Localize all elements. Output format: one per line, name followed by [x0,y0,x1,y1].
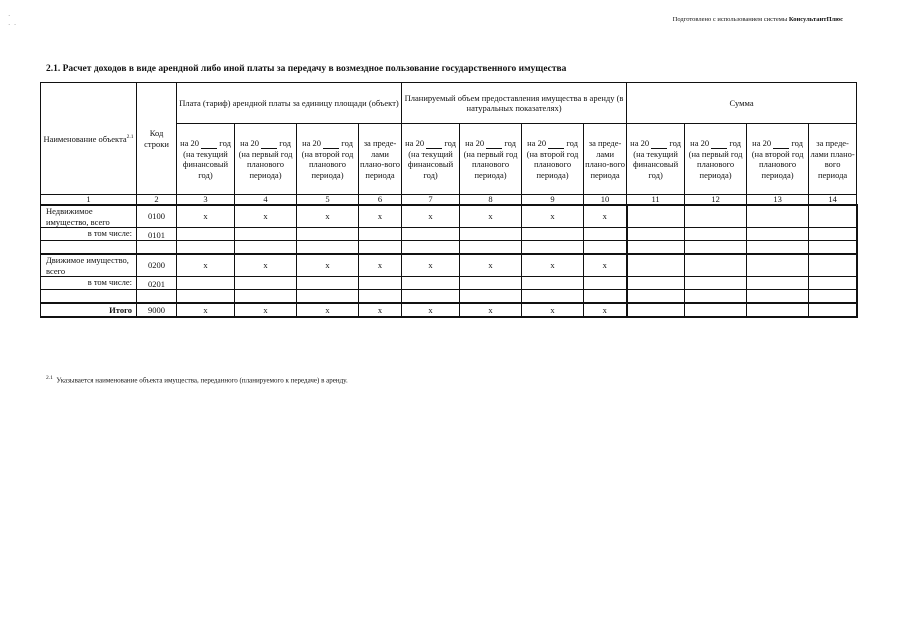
period-first-header: на 20 год (на первый год планового периода) [235,124,297,195]
row-code: 0201 [137,277,177,290]
col-number: 14 [809,195,857,206]
col-number: 8 [460,195,522,206]
row-label-movable: Движимое имущество, всего [41,254,137,277]
col-number: 5 [297,195,359,206]
cell-x: x [177,303,235,317]
cell-x: x [584,254,627,277]
cell-x: x [402,205,460,228]
cell-empty [685,205,747,228]
row-label-real-estate: Недвижимое имущество, всего [41,205,137,228]
col-number: 1 [41,195,137,206]
period-first-header: на 20 год (на первый год планового периода) [460,124,522,195]
period-second-header: на 20 год (на второй год планового периода) [297,124,359,195]
cell-x: x [584,303,627,317]
period-second-header: на 20 год (на второй год планового периода) [747,124,809,195]
footnote-mark: 2.1 [46,375,53,381]
cell-x: x [460,303,522,317]
cell-x: x [522,254,584,277]
col-number: 12 [685,195,747,206]
header-row-groups [41,83,857,124]
row-code: 0200 [137,254,177,277]
row-label-total: Итого [41,303,137,317]
rental-income-table [40,82,858,318]
cell-x: x [177,205,235,228]
cell-x: x [235,205,297,228]
cell-x: x [402,254,460,277]
cell-empty [809,205,857,228]
row-label-including: в том числе: [41,277,137,290]
cell-x: x [297,303,359,317]
row-label-including: в том числе: [41,228,137,241]
cell-x: x [177,254,235,277]
footnote-text: Указывается наименование объекта имущества, переданного (планируемого к передаче) в аренду. [56,376,348,385]
row-code: 0100 [137,205,177,228]
table-row-total [41,303,857,317]
group-tariff-header: Плата (тариф) арендной платы за единицу площади (объект) [177,83,402,124]
cell-x: x [297,205,359,228]
cell-x: x [522,205,584,228]
period-current-header: на 20 год (на текущий финансовый год) [177,124,235,195]
period-beyond-header: за преде-лами плано-вого периода [584,124,627,195]
table-row-real-estate-blank [41,241,857,255]
col-number: 9 [522,195,584,206]
group-sum-header: Сумма [627,83,857,124]
cell-x: x [359,254,402,277]
prepared-prefix: Подготовлено с использованием системы [672,16,789,23]
period-first-header: на 20 год (на первый год планового периода) [685,124,747,195]
cell-x: x [359,303,402,317]
prepared-note [673,16,843,23]
row-code: 9000 [137,303,177,317]
cell-x: x [460,205,522,228]
cell-x: x [402,303,460,317]
col-number: 6 [359,195,402,206]
group-volume-header: Планируемый объем предоставления имущества в аренду (в натуральных показателях) [402,83,627,124]
cell-x: x [359,205,402,228]
footnote [46,375,348,384]
prepared-system: КонсультантПлюс [788,16,843,23]
scan-marks: · · · [8,12,17,29]
period-current-header: на 20 год (на текущий финансовый год) [627,124,685,195]
col-number: 11 [627,195,685,206]
table-row-movable-blank [41,290,857,304]
section-title: 2.1. Расчет доходов в виде арендной либо иной платы за передачу в возмездное пользование государственного имущества [46,64,567,74]
col-number: 13 [747,195,809,206]
cell-x: x [235,303,297,317]
cell-x: x [584,205,627,228]
col-code-header: Код строки [137,83,177,195]
period-second-header: на 20 год (на второй год планового периода) [522,124,584,195]
cell-x: x [522,303,584,317]
cell-x: x [235,254,297,277]
col-number: 2 [137,195,177,206]
row-code: 0101 [137,228,177,241]
col-number: 4 [235,195,297,206]
col-number: 3 [177,195,235,206]
col-number: 10 [584,195,627,206]
period-beyond-header: за преде-лами плано-вого периода [809,124,857,195]
cell-x: x [297,254,359,277]
column-numbers-row [41,195,857,206]
cell-x: x [460,254,522,277]
period-beyond-header: за преде-лами плано-вого периода [359,124,402,195]
col-name-header: Наименование объекта$^{2.1}$ [41,83,137,195]
cell-empty [627,205,685,228]
col-number: 7 [402,195,460,206]
period-current-header: на 20 год (на текущий финансовый год) [402,124,460,195]
cell-empty [747,205,809,228]
